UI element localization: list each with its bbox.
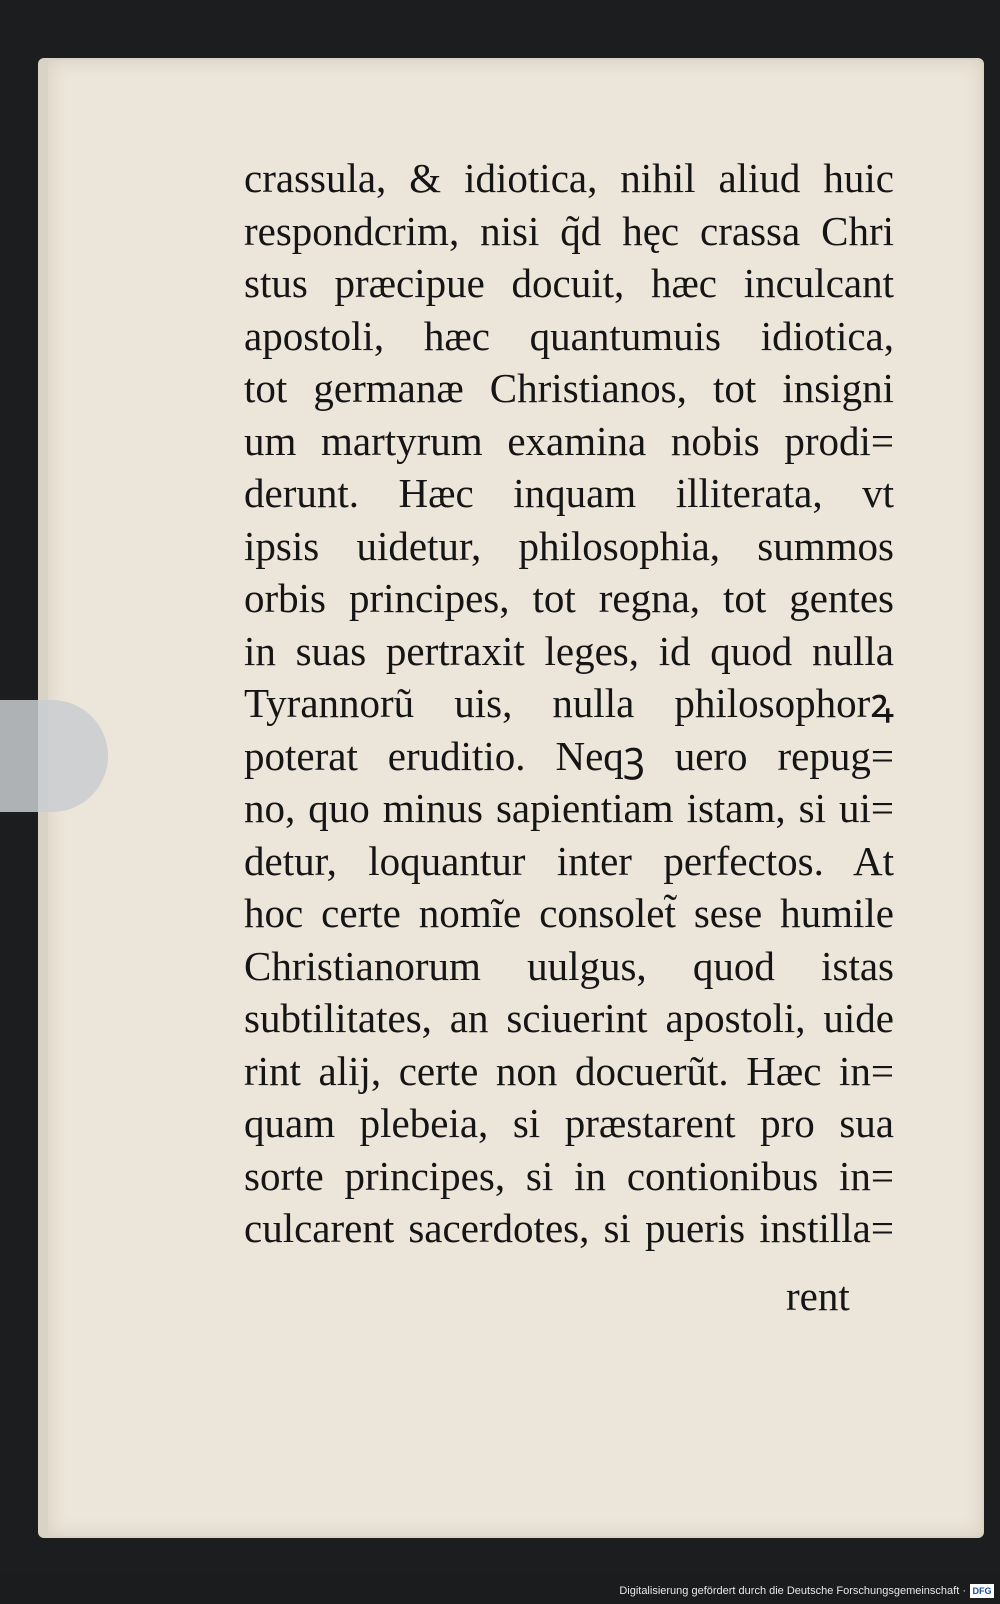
text-line: Tyrannorũ uis, nulla philosophorꝝ xyxy=(244,680,894,726)
text-line: rint alij, certe non docuerũt. Hæc in= xyxy=(244,1047,894,1094)
text-line: tot germanæ Christianos, tot insigni xyxy=(244,365,894,411)
text-line: apostoli, hæc quantumuis idiotica, xyxy=(244,312,894,359)
text-line: Christianorum uulgus, quod istas xyxy=(244,942,894,989)
text-line: sorte principes, si in contionibus in= xyxy=(244,1152,894,1199)
text-line: no, quo minus sapientiam istam, si ui= xyxy=(244,785,894,831)
text-block xyxy=(244,152,894,1255)
text-line: subtilitates, an sciuerint apostoli, uide xyxy=(244,995,894,1041)
text-line: derunt. Hæc inquam illiterata, vt xyxy=(244,470,894,516)
page-holder-clip xyxy=(0,700,108,812)
text-line: culcarent sacerdotes, si pueris instilla= xyxy=(244,1205,894,1251)
text-line: detur, loquantur inter perfectos. At xyxy=(244,837,894,884)
text-line: orbis principes, tot regna, tot gentes xyxy=(244,575,894,621)
catchword: rent xyxy=(786,1273,850,1319)
text-line: ipsis uidetur, philosophia, summos xyxy=(244,522,894,569)
text-line: crassula, & idiotica, nihil aliud huic xyxy=(244,155,894,201)
text-line: quam plebeia, si præstarent pro sua xyxy=(244,1100,894,1146)
text-line: poterat eruditio. Neqꝫ uero repug= xyxy=(244,732,894,779)
text-line: respondcrim, nisi q̃d hęc crassa Chri xyxy=(244,207,894,254)
funding-credit: Digitalisierung gefördert durch die Deutsche Forschungsgemeinschaft · xyxy=(619,1585,966,1597)
text-line: um martyrum examina nobis prodi= xyxy=(244,417,894,464)
footer-bar xyxy=(0,1574,1000,1604)
text-line: hoc certe nomĩe consolet̃ sese humile xyxy=(244,890,894,936)
dfg-logo-icon: DFG xyxy=(970,1584,994,1598)
text-line: in suas pertraxit leges, id quod nulla xyxy=(244,627,894,674)
text-line: stus præcipue docuit, hæc inculcant xyxy=(244,260,894,306)
